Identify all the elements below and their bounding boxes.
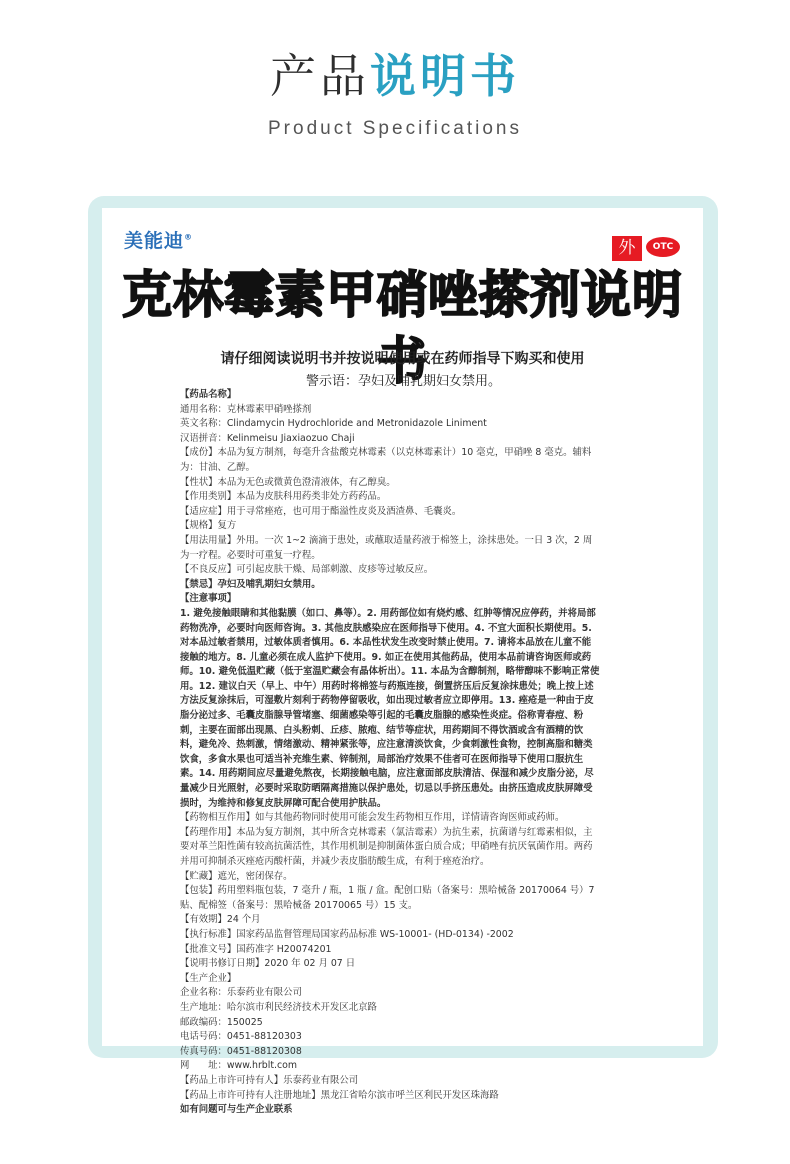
contact-line: 如有问题可与生产企业联系 xyxy=(180,1104,293,1116)
text-line: 【说明书修订日期】2020 年 02 月 07 日 xyxy=(180,958,356,970)
document-title: 克林霉素甲硝唑搽剂说明书 xyxy=(122,266,683,390)
section-heading: 【药品名称】 xyxy=(180,389,237,400)
text-line: 【规格】复方 xyxy=(180,520,237,532)
text-line: 【不良反应】可引起皮肤干燥、局部刺激、皮疹等过敏反应。 xyxy=(180,564,434,576)
page-title-part1: 产品 xyxy=(270,49,370,103)
text-line: 【药品上市许可持有人】乐泰药业有限公司 xyxy=(180,1074,359,1086)
page-title-part2: 说明书 xyxy=(370,49,520,103)
text-paragraph: 【成份】本品为复方制剂，每毫升含盐酸克林霉素（以克林霉素计）10 毫克，甲硝唑 8 毫克。辅料为：甘油、乙醇。 xyxy=(180,447,592,473)
text-line: 【执行标准】国家药品监督管理局国家药品标准 WS-10001- (HD-0134) -2002 xyxy=(180,928,514,940)
text-line: 【有效期】24 个月 xyxy=(180,914,261,926)
text-paragraph: 【包装】药用塑料瓶包装，7 毫升 / 瓶，1 瓶 / 盒。配创口贴（备案号：黑哈械备 20170064 号）7 贴、配棉签（备案号：黑哈械备 20170065 号）15 支。 xyxy=(180,885,595,911)
section-heading: 【生产企业】 xyxy=(180,972,237,984)
text-line: 传真号码：0451-88120308 xyxy=(180,1045,302,1057)
text-line: 【药物相互作用】如与其他药物同时使用可能会发生药物相互作用，详情请咨询医师或药师。 xyxy=(180,812,565,824)
instruction-body xyxy=(180,388,600,1118)
text-line: 【贮藏】遮光，密闭保存。 xyxy=(180,870,293,882)
external-use-badge: 外 xyxy=(612,236,642,261)
text-line: 【作用类别】本品为皮肤科用药类非处方药药品。 xyxy=(180,491,387,503)
text-line: 【性状】本品为无色或微黄色澄清液体，有乙醇臭。 xyxy=(180,476,396,488)
otc-badge: OTC xyxy=(646,237,680,257)
text-line: 【适应症】用于寻常痤疮，也可用于酯溢性皮炎及酒渣鼻、毛囊炎。 xyxy=(180,505,462,517)
warning-text: 警示语：孕妇及哺乳期妇女禁用。 xyxy=(306,374,502,389)
text-line: 英文名称：Clindamycin Hydrochloride and Metronidazole Liniment xyxy=(180,418,487,430)
brand-logo xyxy=(124,226,193,253)
caution-paragraph: 1. 避免接触眼睛和其他黏膜（如口、鼻等）。2. 用药部位如有烧灼感、红肿等情况应停药，并将局部药物洗净，必要时向医师咨询。3. 其他皮肤感染应在医师指导下使用。4. 不宜大面积长期使用。5. 对本品过敏者禁用，过敏体质者慎用。6. 本品性状发生改变时禁止使用。7. 请将本品放在儿童不能接触的地方。8. 儿童必须在成人监护下使用。9. 如正在使用其他药品，使用本品前请咨询医师或药师。10. 避免低温贮藏（低于室温贮藏会有晶体析出）。11. 本品为含醇制剂，略带醇味不影响正常使用。12. 建议白天（早上、中午）用药时将棉签与药瓶连接，倒置挤压后反复涂抹患处；晚上按上述方法反复涂抹后，可湿敷片刻利于药物停留吸收，如出现过敏者应立即停用。13. 痤疮是一种由于皮脂分泌过多、毛囊皮脂腺导管堵塞、细菌感染等引起的毛囊皮脂腺的感染性炎症。俗称青春痘、粉刺，主要在面部出现黑、白头粉刺、丘疹、脓疱、结节等症状，用药期间不得饮酒或含有酒精的饮料，避免冷、热刺激，情绪激动、精神紧张等，应注意清淡饮食，少食刺激性食物，控制高脂和糖类饮食，多食水果也可适当补充维生素、锌制剂，局部治疗效果不佳者可在医师指导下使用口服抗生素。14. 用药期间应尽量避免熬夜，长期接触电脑，应注意面部皮肤清洁、保湿和减少皮脂分泌，尽量减少日光照射，必要时采取防晒隔离措施以保护患处，切忌以手挤压患处。由挤压造成皮肤屏障受损时，为维持和修复皮肤屏障可配合使用护肤品。 xyxy=(180,607,600,809)
reading-notice: 请仔细阅读说明书并按说明使用或在药师指导下购买和使用 xyxy=(220,351,585,367)
contraindication-line: 【禁忌】孕妇及哺乳期妇女禁用。 xyxy=(180,578,321,590)
text-line: 生产地址：哈尔滨市利民经济技术开发区北京路 xyxy=(180,1001,377,1013)
text-line: 汉语拼音：Kelinmeisu Jiaxiaozuo Chaji xyxy=(180,432,355,444)
text-line: 【药品上市许可持有人注册地址】黑龙江省哈尔滨市呼兰区利民开发区珠海路 xyxy=(180,1089,499,1101)
text-line: 企业名称：乐泰药业有限公司 xyxy=(180,987,302,999)
page-subtitle: Product Specifications xyxy=(268,118,522,139)
text-line: 通用名称：克林霉素甲硝唑搽剂 xyxy=(180,403,312,415)
text-paragraph: 【用法用量】外用。一次 1~2 滴滴于患处，或蘸取适量药液于棉签上，涂抹患处。一日 3 次，2 周为一疗程。必要时可重复一疗程。 xyxy=(180,534,593,561)
text-line: 电话号码：0451-88120303 xyxy=(180,1031,302,1043)
brand-name: 美能迪 xyxy=(124,230,185,252)
text-line: 网 址：www.hrblt.com xyxy=(180,1060,298,1072)
page-title xyxy=(0,40,790,106)
section-heading: 【注意事项】 xyxy=(180,593,237,605)
text-line: 邮政编码：150025 xyxy=(180,1016,263,1028)
text-line: 【批准文号】国药准字 H20074201 xyxy=(180,943,332,955)
text-paragraph: 【药理作用】本品为复方制剂，其中所含克林霉素（氯洁霉素）为抗生素，抗菌谱与红霉素相似，主要对革兰阳性菌有较高抗菌活性，其作用机制是抑制菌体蛋白质合成；甲硝唑有抗厌氧菌作用。两药并用可抑制杀灭痤疮丙酸杆菌，并减少表皮脂肪酸生成，有利于痤疮治疗。 xyxy=(180,826,593,867)
brand-mark: ® xyxy=(184,232,194,242)
